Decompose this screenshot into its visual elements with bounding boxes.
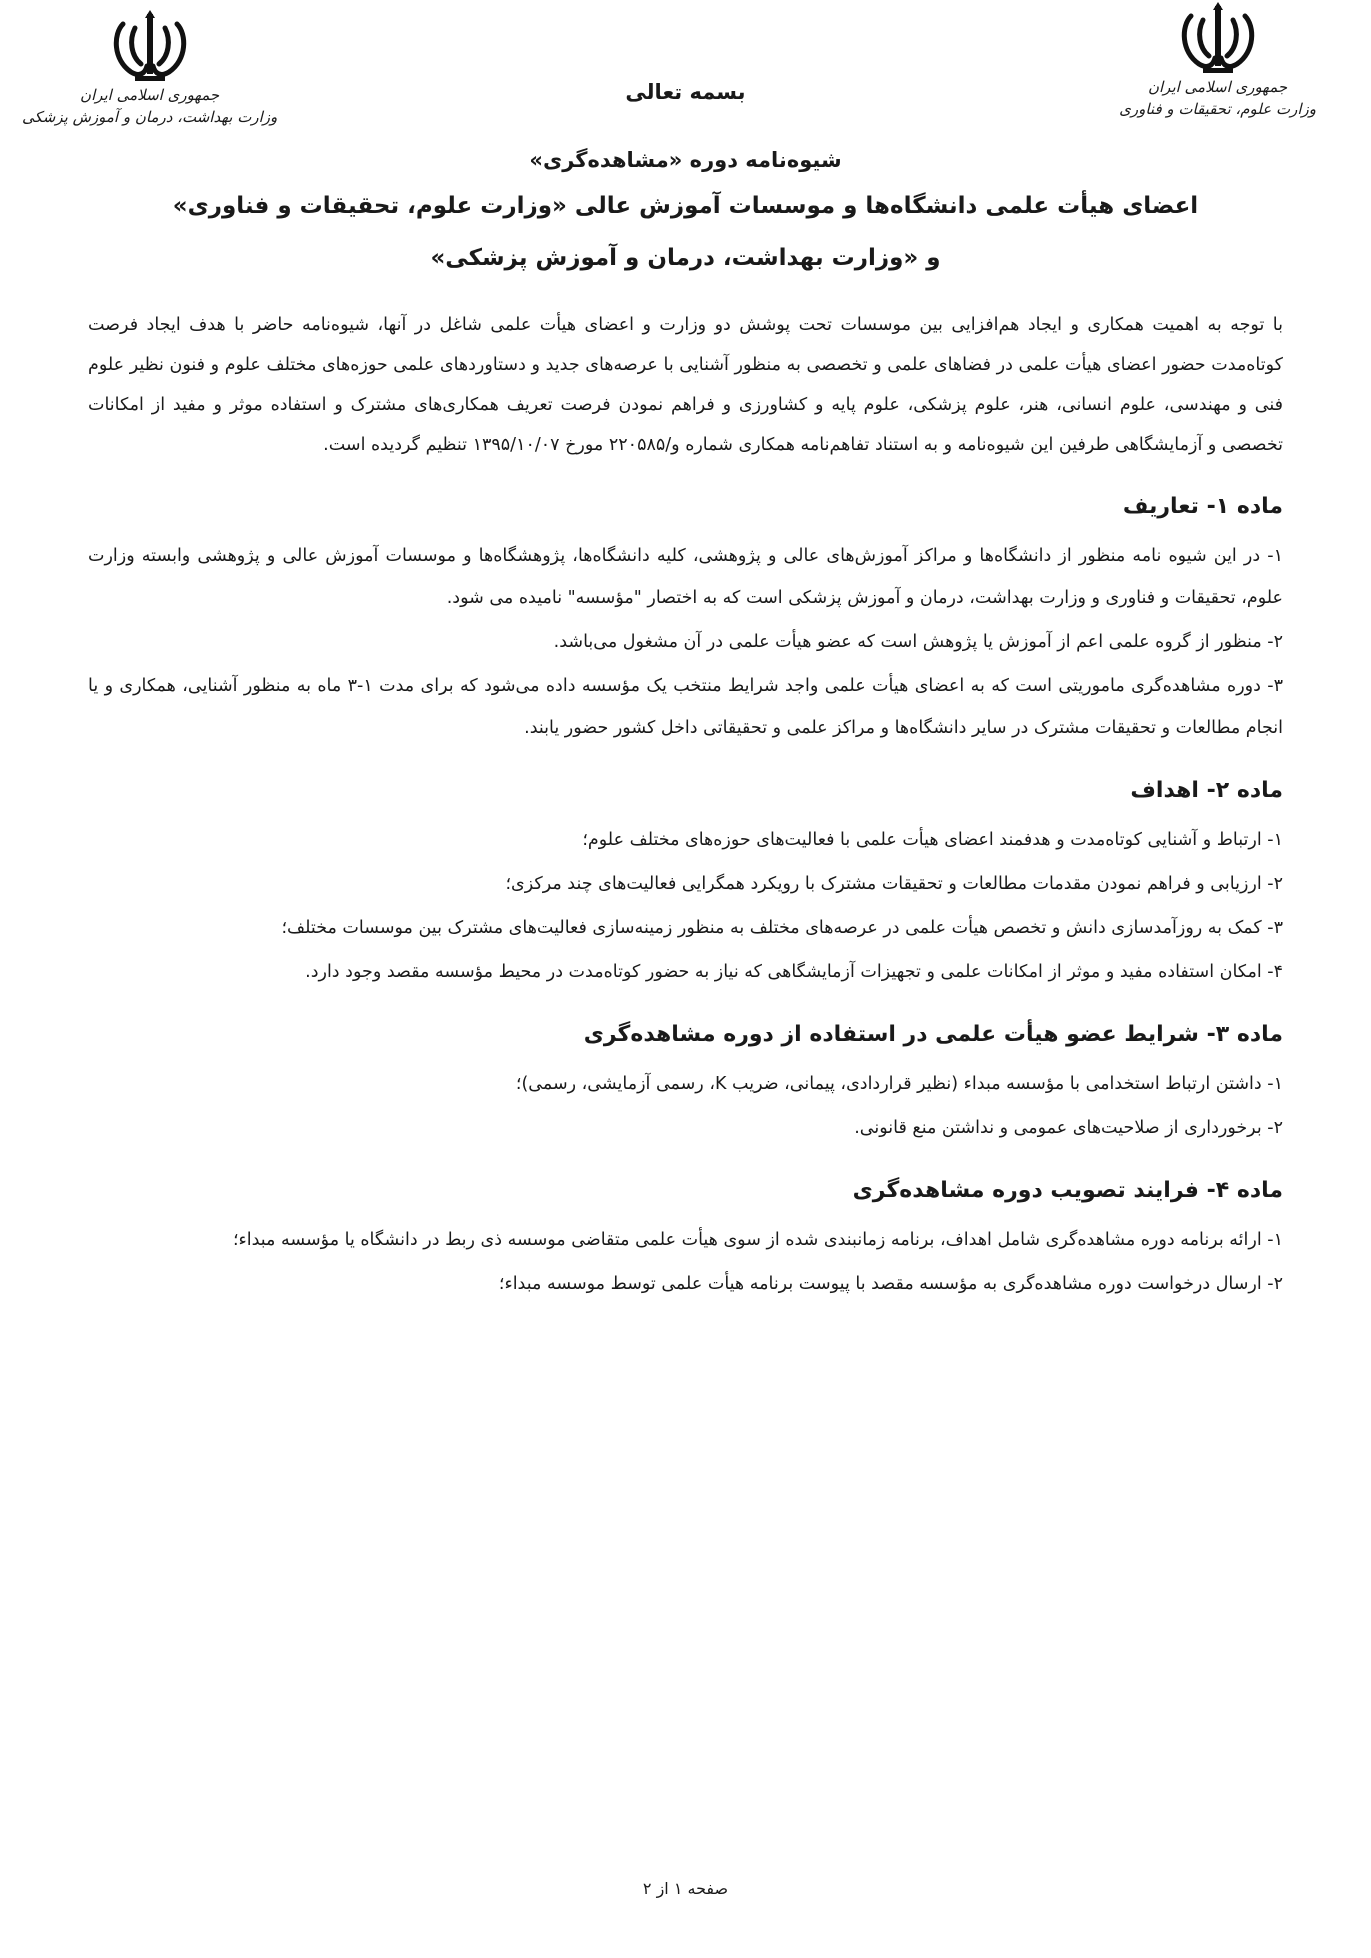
intro-paragraph: با توجه به اهمیت همکاری و ایجاد هم‌افزایی بین موسسات تحت پوشش دو وزارت و اعضای هیأت علمی شاغل در آنها، شیوه‌نامه حاضر با هدف ایجاد فرصت کوتاه‌مدت حضور اعضای هیأت علمی در فضاهای علمی و تخصصی به منظور آشنایی با عرصه‌های جدید و دستاوردهای علمی حوزه‌های مختلف علوم و فنون نظیر علوم فنی و مهندسی، علوم انسانی، هنر، علوم پزشکی، علوم پایه و کشاورزی و فراهم نمودن فرصت تعریف همکاری‌های مشترک و استفاده موثر و مفید از امکانات تخصصی و آزمایشگاهی طرفین این شیوه‌نامه و به استناد تفاهم‌نامه همکاری شماره و/۲۲۰۵۸۵ مورخ ۱۳۹۵/۱۰/۰۷ تنظیم گردیده است. bbox=[88, 315, 1283, 455]
article-item: ۱- ارتباط و آشنایی کوتاه‌مدت و هدفمند اعضای هیأت علمی با فعالیت‌های حوزه‌های مختلف علوم؛ bbox=[582, 830, 1283, 850]
article-2 bbox=[88, 771, 1283, 993]
article-item: ۲- برخورداری از صلاحیت‌های عمومی و نداشتن منع قانونی. bbox=[854, 1118, 1283, 1138]
article-3 bbox=[88, 1015, 1283, 1149]
article-title: ماده ۲- اهداف bbox=[1130, 778, 1283, 803]
article-item: ۲- ارسال درخواست دوره مشاهده‌گری به مؤسسه مقصد با پیوست برنامه هیأت علمی توسط موسسه مبداء؛ bbox=[498, 1274, 1283, 1294]
page-number: صفحه ۱ از ۲ bbox=[642, 1879, 729, 1898]
article-title: ماده ۱- تعاریف bbox=[1122, 494, 1283, 519]
document-title: شیوه‌نامه دوره «مشاهده‌گری» bbox=[529, 148, 842, 172]
article-title: ماده ۳- شرایط عضو هیأت علمی در استفاده از دوره مشاهده‌گری bbox=[583, 1022, 1283, 1047]
article-item: ۲- منظور از گروه علمی اعم از آموزش یا پژوهش است که عضو هیأت علمی در آن مشغول می‌باشد. bbox=[553, 632, 1283, 652]
article-item: ۱- ارائه برنامه دوره مشاهده‌گری شامل اهداف، برنامه زمانبندی شده از سوی هیأت علمی متقاضی موسسه ذی ربط در دانشگاه یا مؤسسه مبداء؛ bbox=[232, 1230, 1283, 1250]
org-name-line2: وزارت علوم، تحقیقات و فناوری bbox=[1119, 100, 1316, 118]
document-header bbox=[150, 72, 1221, 284]
document-subtitle-line2: و «وزارت بهداشت، درمان و آموزش پزشکی» bbox=[430, 245, 941, 271]
article-item: ۱- در این شیوه نامه منظور از دانشگاه‌ها و مراکز آموزش‌های عالی و پژوهشی، کلیه دانشگاه‌ها، پژوهشگاه‌ها و موسسات آموزش عالی و پژوهشی وابسته وزارت علوم، تحقیقات و فناوری و وزارت بهداشت، درمان و آموزش پزشکی است که به اختصار "مؤسسه" نامیده می شود. bbox=[88, 546, 1283, 608]
org-name-line2: وزارت بهداشت، درمان و آموزش پزشکی bbox=[22, 108, 278, 126]
org-name-line1: جمهوری اسلامی ایران bbox=[80, 86, 220, 104]
document-subtitle-line1: اعضای هیأت علمی دانشگاه‌ها و موسسات آموزش عالی «وزارت علوم، تحقیقات و فناوری» bbox=[172, 193, 1199, 219]
document-body bbox=[88, 305, 1283, 1307]
article-title: ماده ۴- فرایند تصویب دوره مشاهده‌گری bbox=[852, 1178, 1283, 1203]
article-item: ۳- دوره مشاهده‌گری ماموریتی است که به اعضای هیأت علمی واجد شرایط منتخب یک مؤسسه داده می‌شود که برای مدت ۱-۳ ماه به منظور آشنایی، همکاری و یا انجام مطالعات و تحقیقات مشترک در سایر دانشگاه‌ها و مراکز علمی و تحقیقاتی داخل کشور حضور یابند. bbox=[88, 676, 1283, 738]
basmala: بسمه تعالی bbox=[625, 80, 746, 104]
org-name-line1: جمهوری اسلامی ایران bbox=[1147, 78, 1288, 96]
article-4 bbox=[88, 1171, 1283, 1305]
article-1 bbox=[88, 487, 1283, 749]
iran-emblem-icon bbox=[1173, 2, 1263, 76]
article-item: ۲- ارزیابی و فراهم نمودن مقدمات مطالعات و تحقیقات مشترک با رویکرد همگرایی فعالیت‌های چند مرکزی؛ bbox=[505, 874, 1283, 894]
article-item: ۱- داشتن ارتباط استخدامی با مؤسسه مبداء (نظیر قراردادی، پیمانی، ضریب K، رسمی آزمایشی، رسمی)؛ bbox=[515, 1074, 1283, 1094]
article-item: ۴- امکان استفاده مفید و موثر از امکانات علمی و تجهیزات آزمایشگاهی که نیاز به حضور کوتاه‌مدت در محیط مؤسسه مقصد وجود دارد. bbox=[305, 962, 1283, 982]
article-item: ۳- کمک به روزآمدسازی دانش و تخصص هیأت علمی در عرصه‌های مختلف به منظور زمینه‌سازی فعالیت‌های مشترک بین موسسات مختلف؛ bbox=[281, 918, 1283, 938]
